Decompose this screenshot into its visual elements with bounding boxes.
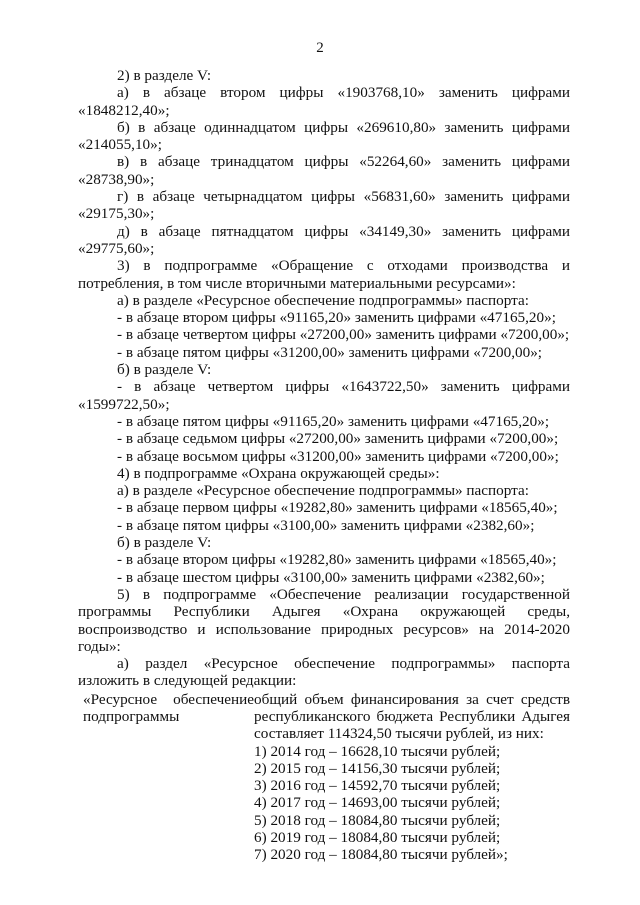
paragraph-p19: - в абзаце первом цифры «19282,80» заменить цифрами «18565,40»; [117,499,558,517]
paragraph-p17: 4) в подпрограмме «Охрана окружающей среды»: [117,464,440,482]
table-right-cell [254,691,570,864]
paragraph-p5: г) в абзаце четырнадцатом цифры «56831,60» заменить цифрами «29175,30»; [78,188,570,223]
amendment-paragraphs [78,67,570,690]
funding-year-row: 1) 2014 год – 16628,10 тысячи рублей; [254,742,501,760]
paragraph-p20: - в абзаце пятом цифры «3100,00» заменить цифрами «2382,60»; [117,516,535,534]
funding-year-row: 3) 2016 год – 14592,70 тысячи рублей; [254,777,501,795]
funding-year-row: 2) 2015 год – 14156,30 тысячи рублей; [254,759,501,777]
funding-year-row: 7) 2020 год – 18084,80 тысячи рублей»; [254,846,508,864]
funding-year-row: 5) 2018 год – 18084,80 тысячи рублей; [254,811,501,829]
document-body [78,67,570,864]
paragraph-p4: в) в абзаце тринадцатом цифры «52264,60» заменить цифрами «28738,90»; [78,153,570,188]
paragraph-p3: б) в абзаце одиннадцатом цифры «269610,80» заменить цифрами «214055,10»; [78,118,570,154]
paragraph-p14: - в абзаце пятом цифры «91165,20» заменить цифрами «47165,20»; [117,412,550,430]
paragraph-p21: б) в разделе V: [117,534,212,552]
paragraph-p10: - в абзаце четвертом цифры «27200,00» заменить цифрами «7200,00»; [117,326,570,344]
paragraph-p9: - в абзаце втором цифры «91165,20» заменить цифрами «47165,20»; [117,309,556,327]
paragraph-p8: а) в разделе «Ресурсное обеспечение подпрограммы» паспорта: [117,291,529,309]
paragraph-p7: 3) в подпрограмме «Обращение с отходами производства и потребления, в том числе вторичными материальными ресурсами»: [78,257,570,292]
paragraph-p16: - в абзаце восьмом цифры «31200,00» заменить цифрами «7200,00»; [117,447,559,465]
paragraph-p2: а) в абзаце втором цифры «1903768,10» заменить цифрами «1848212,40»; [78,84,570,119]
page-number: 2 [316,40,324,56]
paragraph-p13: - в абзаце четвертом цифры «1643722,50» заменить цифрами «1599722,50»; [78,378,570,413]
paragraph-p11: - в абзаце пятом цифры «31200,00» заменить цифрами «7200,00»; [117,343,543,361]
paragraph-p1: 2) в разделе V: [117,67,212,84]
funding-year-row: 6) 2019 год – 18084,80 тысячи рублей; [254,829,501,847]
paragraph-p6: д) в абзаце пятнадцатом цифры «34149,30» заменить цифрами «29775,60»; [78,222,570,257]
paragraph-p12: б) в разделе V: [117,361,212,379]
paragraph-p22: - в абзаце втором цифры «19282,80» заменить цифрами «18565,40»; [117,551,557,569]
paragraph-p15: - в абзаце седьмом цифры «27200,00» заменить цифрами «7200,00»; [117,430,559,448]
paragraph-p24: 5) в подпрограмме «Обеспечение реализации государственной программы Республики Адыгея «Охрана окружающей среды, воспроизводство и использование природных ресурсов» на 2014-2020 годы»: [78,585,570,655]
funding-year-row: 4) 2017 год – 14693,00 тысячи рублей; [254,794,501,812]
funding-intro: общий объем финансирования за счет средств республиканского бюджета Республики Адыгея составляет 114324,50 тысячи рублей, из них: [254,690,570,743]
resource-label: «Ресурсное обеспечение подпрограммы [83,690,254,725]
paragraph-p25: а) раздел «Ресурсное обеспечение подпрограммы» паспорта изложить в следующей редакции: [78,655,570,690]
funding-years-list [254,743,570,864]
resource-table [78,691,570,864]
table-left-cell [78,691,254,864]
paragraph-p23: - в абзаце шестом цифры «3100,00» заменить цифрами «2382,60»; [117,568,545,586]
paragraph-p18: а) в разделе «Ресурсное обеспечение подпрограммы» паспорта: [117,482,529,500]
